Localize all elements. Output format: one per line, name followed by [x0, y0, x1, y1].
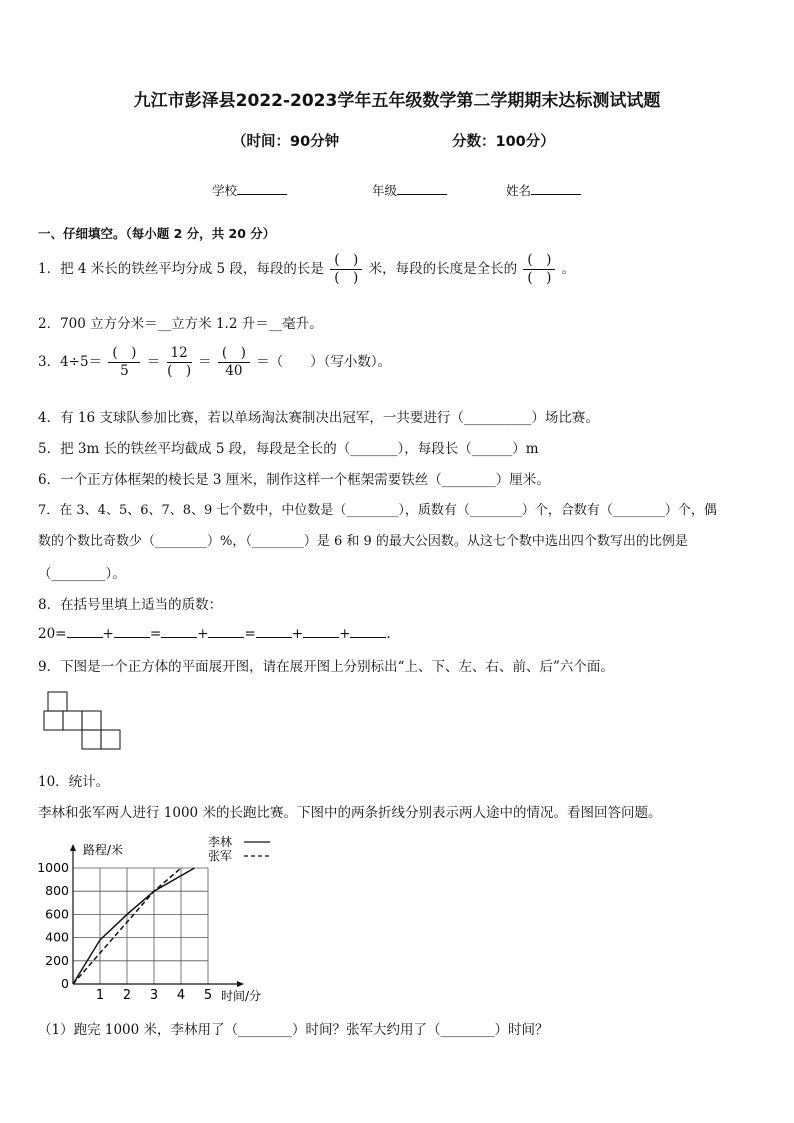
x-tick-label: 5: [203, 988, 213, 1003]
cube-net-diagram: [40, 688, 130, 754]
section-heading: 一、仔细填空。（每小题 2 分，共 20 分）: [38, 226, 276, 241]
fraction-blank[interactable]: $\frac{( )}{5}$: [108, 345, 140, 380]
y-tick-label: 400: [45, 929, 69, 945]
series-line-李林: [73, 868, 195, 984]
y-tick-label: 0: [61, 976, 69, 991]
net-face[interactable]: [82, 711, 101, 730]
question-3: 3．4÷5＝ $\frac{( )}{5}$ ＝ $\frac{12}{( )}$ ＝ $\frac{( )}{40}$ ＝（ ）（写小数）。: [38, 345, 392, 379]
name-field[interactable]: 姓名: [506, 181, 581, 199]
question-10-part-1: （1）跑完 1000 米，李林用了（________）时间？张军大约用了（________）时间？: [38, 1022, 549, 1038]
legend-label: 张军: [208, 849, 233, 863]
fraction-blank[interactable]: $\frac{( )}{( )}$: [523, 252, 555, 287]
question-7-line-2: 数的个数比奇数少（________）%，（________）是 6 和 9 的最大公因数。从这七个数中选出四个数写出的比例是: [38, 534, 688, 549]
x-axis-label: 时间/分: [221, 989, 262, 1003]
question-2: 2．700 立方分米＝__立方米 1.2 升＝__毫升。: [38, 316, 323, 332]
y-tick-label: 600: [45, 906, 69, 922]
fraction-blank[interactable]: $\frac{12}{( )}$: [167, 345, 192, 379]
net-face[interactable]: [63, 711, 82, 730]
y-tick-label: 800: [45, 883, 69, 899]
fraction-blank[interactable]: $\frac{( )}{40}$: [218, 345, 250, 380]
net-face[interactable]: [48, 692, 67, 711]
question-1: 1．把 4 米长的铁丝平均分成 5 段，每段的长是 $\frac{( )}{( )}$ 米，每段的长度是全长的 $\frac{( )}{( )}$ 。: [38, 252, 576, 286]
question-7-line-1: 7．在 3、4、5、6、7、8、9 七个数中，中位数是（________），质数有（________）个，合数有（________）个，偶: [38, 503, 717, 518]
question-6: 6．一个正方体框架的棱长是 3 厘米，制作这样一个框架需要铁丝（________）厘米。: [38, 472, 550, 488]
question-4: 4．有 16 支球队参加比赛，若以单场淘汰赛制决出冠军，一共要进行（__________）场比赛。: [38, 410, 599, 426]
question-10-description: 李林和张军两人进行 1000 米的长跑比赛。下图中的两条折线分别表示两人途中的情况。看图回答问题。: [38, 805, 662, 821]
school-field[interactable]: 学校: [212, 181, 287, 199]
question-5: 5．把 3m 长的铁丝平均截成 5 段，每段是全长的（_______），每段长（______）m: [38, 441, 539, 457]
exam-time: （时间：90分钟: [232, 134, 340, 150]
net-face[interactable]: [101, 730, 120, 749]
question-10: 10．统计。: [38, 774, 110, 790]
x-tick-label: 3: [149, 988, 159, 1003]
distance-time-chart: [30, 828, 290, 1010]
legend-label: 李林: [208, 835, 233, 849]
y-axis-arrow: [70, 844, 76, 851]
net-face[interactable]: [44, 711, 63, 730]
question-7-line-3: （________）。: [38, 566, 126, 582]
y-tick-label: 200: [45, 952, 69, 968]
x-tick-label: 4: [176, 988, 186, 1003]
page-title: 九江市彭泽县2022-2023学年五年级数学第二学期期末达标测试试题: [133, 91, 661, 111]
x-axis-arrow: [237, 981, 244, 987]
y-axis-label: 路程/米: [83, 843, 124, 857]
question-9: 9．下图是一个正方体的平面展开图，请在展开图上分别标出“上、下、左、右、前、后”六个面。: [38, 659, 614, 675]
exam-score: 分数：100分）: [452, 134, 555, 150]
x-tick-label: 1: [95, 988, 105, 1003]
x-tick-label: 2: [122, 988, 132, 1003]
question-8: 8．在括号里填上适当的质数：: [38, 597, 223, 613]
net-face[interactable]: [82, 730, 101, 749]
grade-field[interactable]: 年级: [372, 181, 447, 199]
y-tick-label: 1000: [37, 860, 69, 875]
fraction-blank[interactable]: $\frac{( )}{( )}$: [330, 252, 362, 287]
prime-sum-row: 20= + = + = + + .: [38, 626, 391, 642]
